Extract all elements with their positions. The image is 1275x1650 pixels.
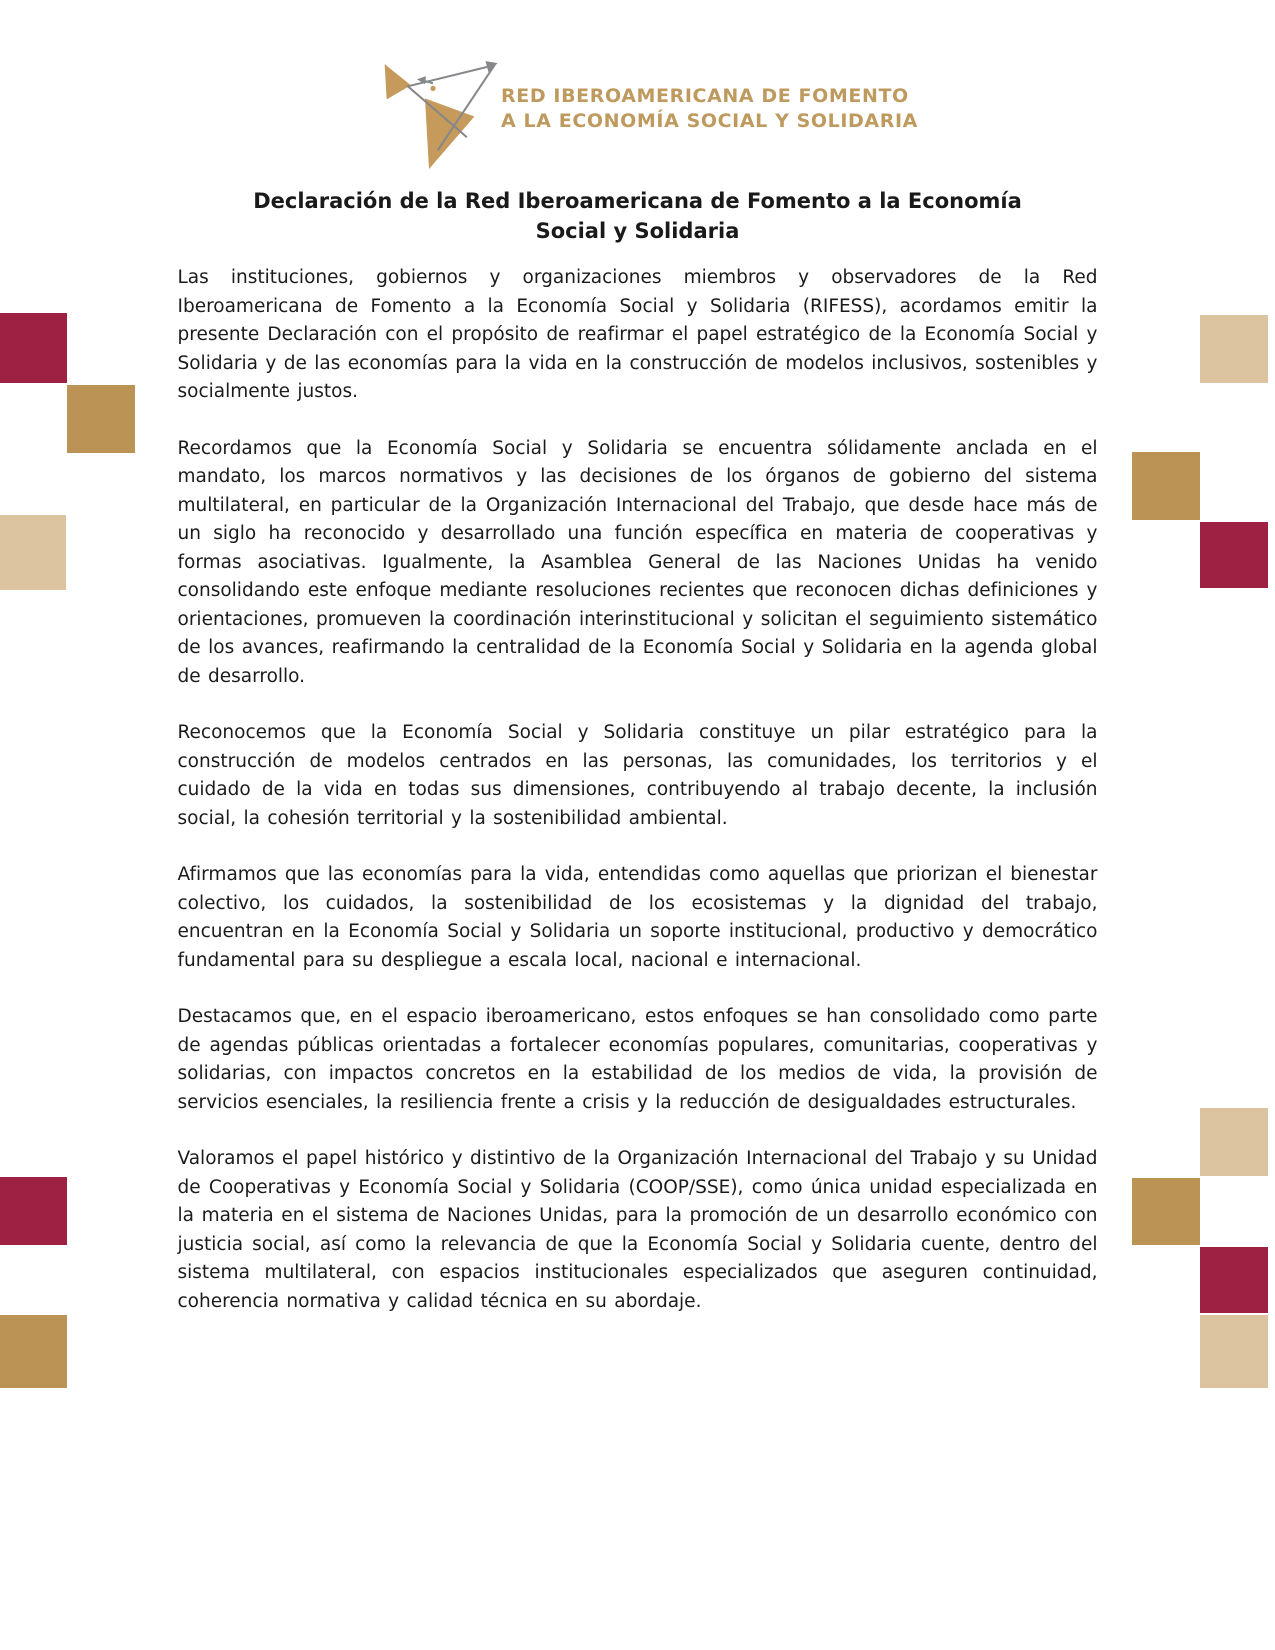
- logo-text-line2: A LA ECONOMÍA SOCIAL Y SOLIDARIA: [501, 110, 918, 132]
- paragraph-valoramos: Valoramos el papel histórico y distintivo de la Organización Internacional del Trabajo y su Unidad de Cooperativas y Economía Social y Solidaria (COOP/SSE), como única unidad especializada en la materia en el sistema de Naciones Unidas, para la promoción de un desarrollo económico con justicia social, así como la relevancia de que la Economía Social y Solidaria cuente, dentro del sistema multilateral, con espacios institucionales especializados que aseguren continuidad, coherencia normativa y calidad técnica en su abordaje.: [177, 1148, 1098, 1312]
- logo-text-line1: RED IBEROAMERICANA DE FOMENTO: [501, 85, 909, 107]
- rifess-plane-logo-icon: [357, 46, 499, 172]
- paragraph-las-instituciones: Las instituciones, gobiernos y organizaciones miembros y observadores de la Red Iberoamericana de Fomento a la Economía Social y Solidaria (RIFESS), acordamos emitir la presente Declaración con el propósito de reafirmar el papel estratégico de la Economía Social y Solidaria y de las economías para la vida en la construcción de modelos inclusivos, sostenibles y socialmente justos.: [177, 267, 1098, 402]
- document-body: [178, 264, 1098, 1316]
- decor-square-beige: [1200, 315, 1268, 383]
- document-title: [0, 186, 1275, 246]
- decor-square-beige: [0, 515, 66, 590]
- decor-square-beige: [1200, 1108, 1268, 1176]
- logo-text: [501, 84, 918, 134]
- paragraph-reconocemos: Reconocemos que la Economía Social y Solidaria constituye un pilar estratégico para la construcción de modelos centrados en las personas, las comunidades, los territorios y el cuidado de la vida en todas sus dimensiones, contribuyendo al trabajo decente, la inclusión social, la cohesión territorial y la sostenibilidad ambiental.: [177, 722, 1098, 829]
- paragraph-afirmamos: Afirmamos que las economías para la vida, entendidas como aquellas que priorizan el bienestar colectivo, los cuidados, la sostenibilidad de los ecosistemas y la dignidad del trabajo, encuentran en la Economía Social y Solidaria un soporte institucional, productivo y democrático fundamental para su despliegue a escala local, nacional e internacional.: [177, 864, 1098, 971]
- paragraph-destacamos: Destacamos que, en el espacio iberoamericano, estos enfoques se han consolidado como parte de agendas públicas orientadas a fortalecer economías populares, comunitarias, cooperativas y solidarias, con impactos concretos en la estabilidad de los medios de vida, la provisión de servicios esenciales, la resiliencia frente a crisis y la reducción de desigualdades estructurales.: [177, 1006, 1098, 1113]
- paragraph-recordamos: Recordamos que la Economía Social y Solidaria se encuentra sólidamente anclada en el mandato, los marcos normativos y las decisiones de los órganos de gobierno del sistema multilateral, en particular de la Organización Internacional del Trabajo, que desde hace más de un siglo ha reconocido y desarrollado una función específica en materia de cooperativas y formas asociativas. Igualmente, la Asamblea General de las Naciones Unidas ha venido consolidando este enfoque mediante resoluciones recientes que reconocen dichas definiciones y orientaciones, promueven la coordinación interinstitucional y solicitan el seguimiento sistemático de los avances, reafirmando la centralidad de la Economía Social y Solidaria en la agenda global de desarrollo.: [177, 437, 1098, 687]
- decor-square-maroon: [1200, 1247, 1268, 1313]
- decor-square-maroon: [1200, 522, 1268, 588]
- decor-square-maroon: [0, 1177, 67, 1245]
- decor-square-gold: [1132, 1178, 1200, 1245]
- decor-square-gold: [0, 1315, 67, 1388]
- title-line2: Social y Solidaria: [535, 219, 740, 243]
- decor-square-maroon: [0, 313, 67, 383]
- title-line1: Declaración de la Red Iberoamericana de Fomento a la Economía: [253, 189, 1022, 213]
- decor-square-gold: [1132, 452, 1200, 520]
- logo: [0, 0, 1275, 172]
- decor-square-gold: [67, 385, 135, 453]
- decor-square-beige: [1200, 1315, 1268, 1388]
